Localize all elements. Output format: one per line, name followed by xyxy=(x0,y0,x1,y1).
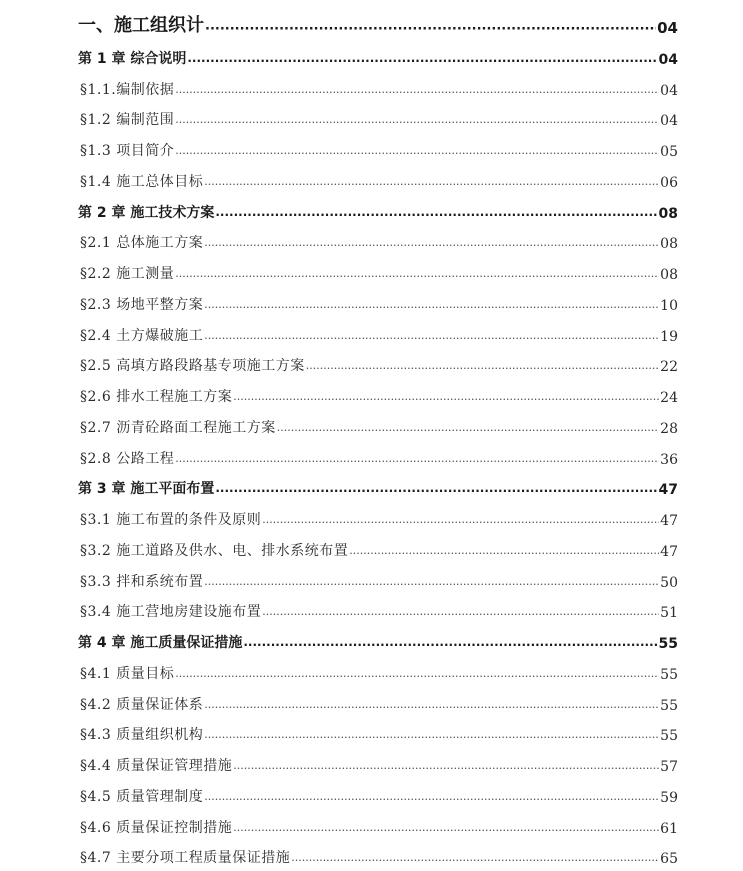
dot-leader xyxy=(187,54,657,68)
page-number: 08 xyxy=(660,267,678,283)
page-number: 28 xyxy=(660,420,678,437)
section-2-7-row[interactable] xyxy=(78,406,678,437)
section-label: §1.3 项目简介 xyxy=(80,143,175,159)
toc-title: 一、施工组织计 xyxy=(78,15,204,36)
dot-leader xyxy=(277,424,659,437)
chapter-heading: 第 4 章 施工质量保证措施 xyxy=(78,635,243,651)
page-number: 55 xyxy=(660,666,678,683)
section-4-3-row[interactable] xyxy=(78,714,678,745)
dot-leader xyxy=(175,116,659,129)
section-label: §4.1 质量目标 xyxy=(80,665,175,682)
page-number: 08 xyxy=(658,205,678,222)
page-number: 06 xyxy=(660,174,678,191)
page-number: 59 xyxy=(660,789,678,806)
section-label: §2.5 高填方路段路基专项施工方案 xyxy=(80,358,305,375)
dot-leader xyxy=(204,332,659,345)
section-label: §4.7 主要分项工程质量保证措施 xyxy=(80,850,291,867)
section-3-4-row[interactable] xyxy=(78,591,678,622)
section-4-2-row[interactable] xyxy=(78,683,678,714)
page-number: 55 xyxy=(660,728,678,745)
dot-leader xyxy=(204,239,659,252)
section-label: §3.4 施工营地房建设施布置 xyxy=(80,604,262,621)
chapter-heading: 第 3 章 施工平面布置 xyxy=(78,481,215,498)
dot-leader xyxy=(204,178,659,191)
dot-leader xyxy=(204,578,659,591)
page-number: 55 xyxy=(660,697,678,714)
dot-leader xyxy=(204,701,659,714)
dot-leader xyxy=(205,22,656,37)
page-number: 47 xyxy=(658,482,678,499)
section-3-1-row[interactable] xyxy=(78,498,678,529)
section-label: §4.2 质量保证体系 xyxy=(80,696,204,713)
section-label: §3.2 施工道路及供水、电、排水系统布置 xyxy=(80,542,349,559)
dot-leader xyxy=(175,86,659,99)
dot-leader xyxy=(215,208,657,222)
section-label: §3.1 施工布置的条件及原则 xyxy=(80,512,262,528)
section-label: §2.2 施工测量 xyxy=(80,266,175,282)
toc-title-row[interactable] xyxy=(78,9,678,37)
section-1-4-row[interactable] xyxy=(78,160,678,191)
dot-leader xyxy=(349,547,659,560)
section-label: §2.6 排水工程施工方案 xyxy=(80,389,233,405)
dot-leader xyxy=(175,147,659,160)
dot-leader xyxy=(215,484,657,498)
section-label: §4.6 质量保证控制措施 xyxy=(80,819,233,836)
page-number: 36 xyxy=(660,451,678,468)
section-label: §4.3 质量组织机构 xyxy=(80,727,204,744)
chapter-heading: 第 1 章 综合说明 xyxy=(78,50,187,67)
section-3-2-row[interactable] xyxy=(78,529,678,560)
page-number: 50 xyxy=(660,574,678,591)
section-1-1-row[interactable] xyxy=(78,68,678,99)
dot-leader xyxy=(175,270,659,283)
chapter-2-row[interactable] xyxy=(78,191,678,222)
dot-leader xyxy=(204,301,659,314)
section-4-6-row[interactable] xyxy=(78,806,678,837)
section-label: §4.5 质量管理制度 xyxy=(80,788,204,805)
dot-leader xyxy=(291,854,659,867)
page-number: 10 xyxy=(660,297,678,314)
section-label: §1.4 施工总体目标 xyxy=(80,173,204,190)
page-number: 08 xyxy=(660,236,678,253)
dot-leader xyxy=(306,362,659,375)
page-number: 04 xyxy=(660,82,678,99)
section-3-3-row[interactable] xyxy=(78,560,678,591)
page-number: 24 xyxy=(660,390,678,406)
dot-leader xyxy=(204,731,659,744)
page-number: 04 xyxy=(657,19,678,37)
dot-leader xyxy=(233,393,659,406)
page-number: 47 xyxy=(660,513,678,529)
dot-leader xyxy=(262,608,659,621)
section-1-3-row[interactable] xyxy=(78,129,678,160)
section-4-7-row[interactable] xyxy=(78,837,678,868)
section-label: §2.1 总体施工方案 xyxy=(80,235,204,252)
page-number: 61 xyxy=(660,820,678,837)
section-label: §3.3 拌和系统布置 xyxy=(80,573,204,590)
section-4-1-row[interactable] xyxy=(78,652,678,683)
table-of-contents xyxy=(78,9,678,867)
section-label: §2.8 公路工程 xyxy=(80,450,175,467)
chapter-heading: 第 2 章 施工技术方案 xyxy=(78,204,215,221)
section-4-4-row[interactable] xyxy=(78,744,678,775)
section-2-2-row[interactable] xyxy=(78,252,678,283)
chapter-4-row[interactable] xyxy=(78,621,678,652)
page-number: 47 xyxy=(660,543,678,560)
section-2-8-row[interactable] xyxy=(78,437,678,468)
page-number: 04 xyxy=(660,113,678,130)
page-number: 22 xyxy=(660,359,678,376)
section-2-4-row[interactable] xyxy=(78,314,678,345)
section-label: §1.2 编制范围 xyxy=(80,112,175,129)
section-4-5-row[interactable] xyxy=(78,775,678,806)
page-number: 57 xyxy=(660,759,678,775)
page-number: 19 xyxy=(660,328,678,345)
section-2-1-row[interactable] xyxy=(78,222,678,253)
dot-leader xyxy=(233,762,659,775)
page-number: 51 xyxy=(660,605,678,622)
dot-leader xyxy=(233,824,659,837)
section-label: §2.7 沥青砼路面工程施工方案 xyxy=(80,419,276,436)
dot-leader xyxy=(204,793,659,806)
section-label: §2.3 场地平整方案 xyxy=(80,296,204,313)
dot-leader xyxy=(175,455,659,468)
dot-leader xyxy=(243,638,657,652)
section-1-2-row[interactable] xyxy=(78,99,678,130)
page-number: 55 xyxy=(658,636,678,652)
page-number: 05 xyxy=(660,144,678,160)
section-label: §1.1.编制依据 xyxy=(80,81,175,98)
chapter-1-row[interactable] xyxy=(78,37,678,68)
page-number: 04 xyxy=(658,51,678,68)
section-label: §4.4 质量保证管理措施 xyxy=(80,758,233,774)
dot-leader xyxy=(262,516,659,529)
section-2-5-row[interactable] xyxy=(78,345,678,376)
section-label: §2.4 土方爆破施工 xyxy=(80,327,204,344)
page-number: 65 xyxy=(660,851,678,868)
chapter-3-row[interactable] xyxy=(78,468,678,499)
section-2-6-row[interactable] xyxy=(78,375,678,406)
dot-leader xyxy=(175,670,659,683)
section-2-3-row[interactable] xyxy=(78,283,678,314)
